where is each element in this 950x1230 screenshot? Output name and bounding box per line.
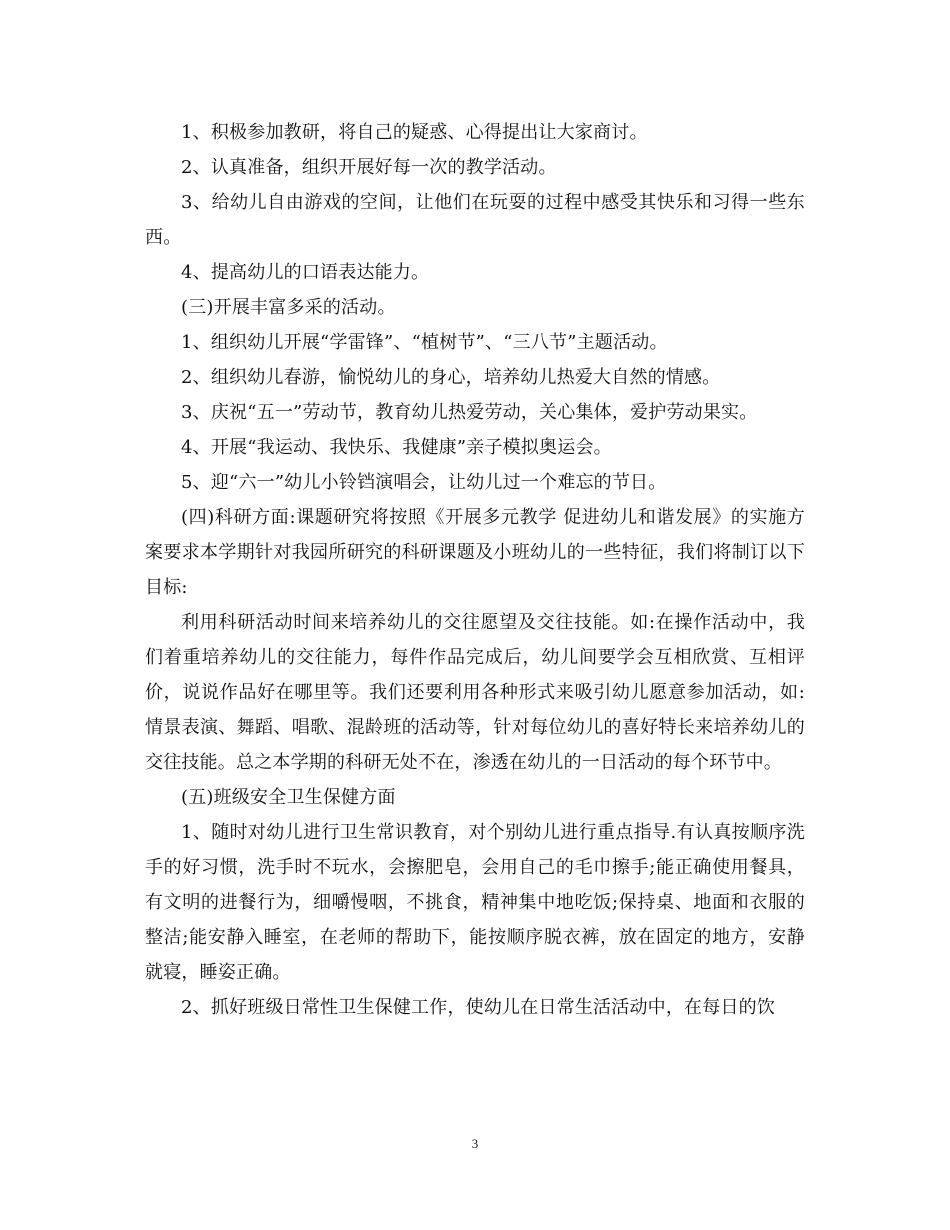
section-paragraph: (四)科研方面:课题研究将按照《开展多元教学 促进幼儿和谐发展》的实施方案要求本学期针对我园所研究的科研课题及小班幼儿的一些特征，我们将制订以下目标: bbox=[145, 507, 805, 598]
paragraph: 2、组织幼儿春游，愉悦幼儿的身心，培养幼儿热爱大自然的情感。 bbox=[181, 367, 721, 388]
paragraph: 1、随时对幼儿进行卫生常识教育，对个别幼儿进行重点指导.有认真按顺序洗手的好习惯，洗手时不玩水，会擦肥皂，会用自己的毛巾擦手;能正确使用餐具，有文明的进餐行为，细嚼慢咽，不挑食，精神集中地吃饭;保持桌、地面和衣服的整洁;能安静入睡室，在老师的帮助下，能按顺序脱衣裤，放在固定的地方，安静就寝，睡姿正确。 bbox=[145, 822, 805, 983]
paragraph: 2、抓好班级日常性卫生保健工作，使幼儿在日常生活活动中，在每日的饮 bbox=[181, 997, 776, 1018]
section-heading: (五)班级安全卫生保健方面 bbox=[181, 787, 396, 808]
paragraph: 4、开展“我运动、我快乐、我健康”亲子模拟奥运会。 bbox=[181, 437, 612, 458]
paragraph: 3、给幼儿自由游戏的空间，让他们在玩耍的过程中感受其快乐和习得一些东西。 bbox=[145, 192, 805, 248]
paragraph: 3、庆祝“五一”劳动节，教育幼儿热爱劳动，关心集体，爱护劳动果实。 bbox=[181, 402, 758, 423]
paragraph: 5、迎“六一”幼儿小铃铛演唱会，让幼儿过一个难忘的节日。 bbox=[181, 472, 667, 493]
paragraph: 1、积极参加教研，将自己的疑惑、心得提出让大家商讨。 bbox=[181, 122, 648, 143]
paragraph: 1、组织幼儿开展“学雷锋”、“植树节”、“三八节”主题活动。 bbox=[181, 332, 668, 353]
paragraph: 4、提高幼儿的口语表达能力。 bbox=[181, 262, 430, 283]
paragraph: 利用科研活动时间来培养幼儿的交往愿望及交往技能。如:在操作活动中，我们着重培养幼儿的交往能力，每件作品完成后，幼儿间要学会互相欣赏、互相评价，说说作品好在哪里等。我们还要利用各种形式来吸引幼儿愿意参加活动，如:情景表演、舞蹈、唱歌、混龄班的活动等，针对每位幼儿的喜好特长来培养幼儿的交往技能。总之本学期的科研无处不在，渗透在幼儿的一日活动的每个环节中。 bbox=[145, 612, 805, 773]
paragraph: 2、认真准备，组织开展好每一次的教学活动。 bbox=[181, 157, 557, 178]
page-number: 3 bbox=[471, 1136, 479, 1151]
section-heading: (三)开展丰富多采的活动。 bbox=[181, 297, 396, 318]
document-body bbox=[145, 115, 805, 1025]
